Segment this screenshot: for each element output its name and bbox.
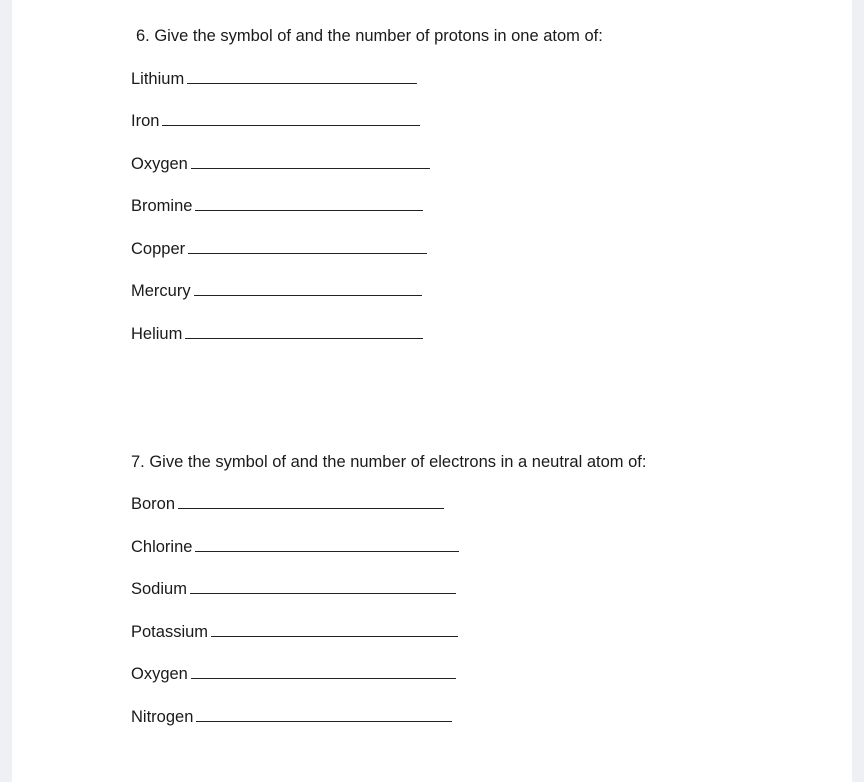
question-7-prompt: 7. Give the symbol of and the number of electrons in a neutral atom of:	[131, 453, 647, 471]
q7-answer-row-oxygen	[131, 665, 456, 684]
answer-blank[interactable]	[211, 626, 458, 637]
viewer-margin-left	[0, 0, 12, 782]
answer-blank[interactable]	[194, 285, 422, 296]
element-label: Nitrogen	[131, 708, 194, 726]
element-label: Copper	[131, 240, 186, 258]
q7-answer-row-boron	[131, 495, 444, 514]
q7-answer-row-potassium	[131, 623, 458, 642]
q6-answer-row-mercury	[131, 282, 422, 301]
q7-answer-row-nitrogen	[131, 708, 452, 727]
viewer-margin-right	[852, 0, 864, 782]
element-label: Oxygen	[131, 665, 188, 683]
element-label: Lithium	[131, 70, 185, 88]
q6-answer-row-bromine	[131, 197, 423, 216]
q7-answer-row-sodium	[131, 580, 456, 599]
answer-blank[interactable]	[191, 668, 456, 679]
q6-answer-row-lithium	[131, 70, 417, 89]
answer-blank[interactable]	[196, 711, 452, 722]
answer-blank[interactable]	[185, 328, 423, 339]
answer-blank[interactable]	[187, 73, 417, 84]
answer-blank[interactable]	[162, 115, 420, 126]
element-label: Chlorine	[131, 538, 193, 556]
answer-blank[interactable]	[178, 498, 444, 509]
q6-answer-row-iron	[131, 112, 420, 131]
answer-blank[interactable]	[195, 200, 423, 211]
element-label: Oxygen	[131, 155, 188, 173]
element-label: Sodium	[131, 580, 187, 598]
element-label: Helium	[131, 325, 183, 343]
q7-answer-row-chlorine	[131, 538, 459, 557]
element-label: Iron	[131, 112, 160, 130]
element-label: Potassium	[131, 623, 209, 641]
answer-blank[interactable]	[191, 158, 430, 169]
q6-answer-row-helium	[131, 325, 423, 344]
answer-blank[interactable]	[190, 583, 456, 594]
element-label: Boron	[131, 495, 176, 513]
q6-answer-row-copper	[131, 240, 427, 259]
answer-blank[interactable]	[188, 243, 427, 254]
element-label: Bromine	[131, 197, 193, 215]
element-label: Mercury	[131, 282, 191, 300]
question-6-prompt: 6. Give the symbol of and the number of protons in one atom of:	[136, 27, 603, 45]
q6-answer-row-oxygen	[131, 155, 430, 174]
answer-blank[interactable]	[195, 541, 459, 552]
